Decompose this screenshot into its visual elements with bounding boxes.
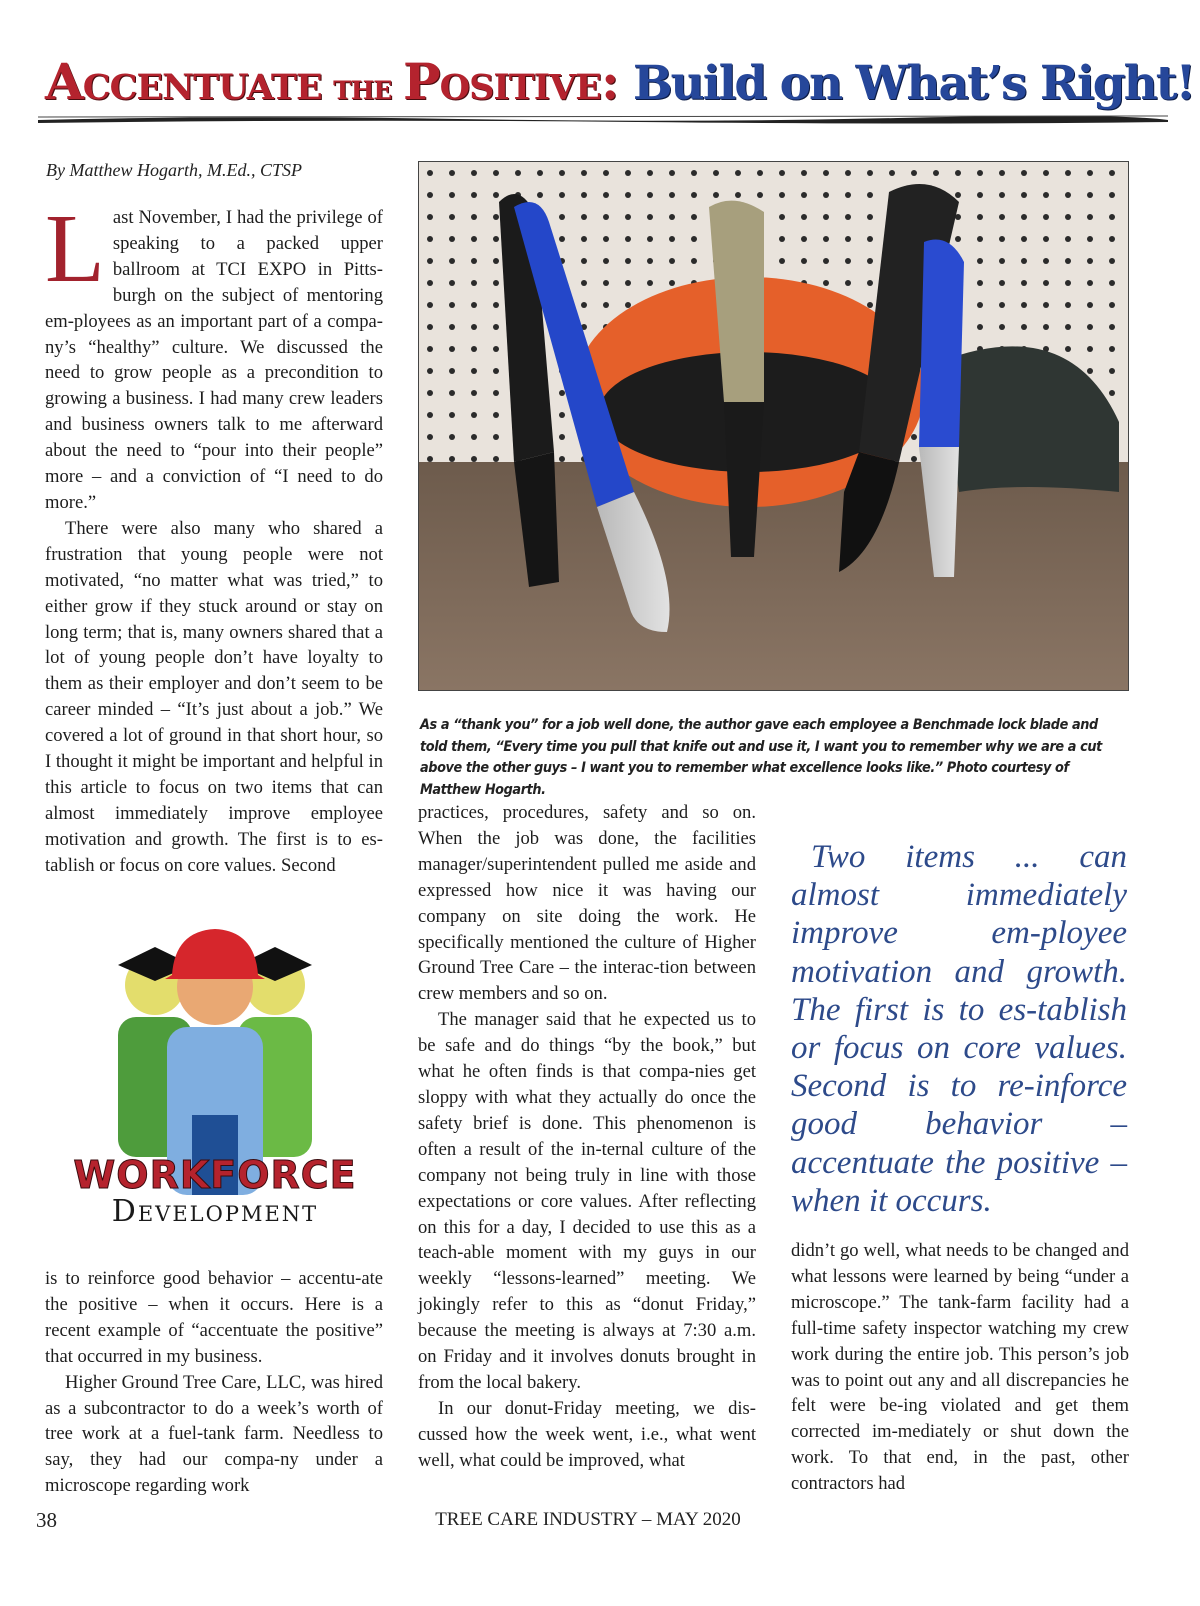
title-underline	[38, 112, 1168, 126]
paragraph-8: didn’t go well, what needs to be changed and what lessons were learned by being “under a microscope.” The tank-farm facility had a full-time safety inspector watching my crew work during the entire job. This person’s job was to point out any and all discrepancies he felt were be-ing violated and get them corrected im-mediately or shut down the work. To that end, in the past, other contractors had	[791, 1240, 1129, 1495]
page-number: 38	[36, 1508, 57, 1532]
paragraph-7: In our donut-Friday meeting, we dis-cussed how the week went, i.e., what went well, what could be improved, what	[418, 1397, 756, 1471]
pull-quote	[791, 838, 1127, 1220]
title-the: the	[321, 66, 403, 108]
paragraph-1: Last November, I had the privilege of speaking to a packed upper ballroom at TCI EXPO in Pitts-burgh on the subject of mentoring em-ployees as an important part of a compa-ny’s “healthy” culture. We discussed the need to grow people as a precondition to growing a business. I had many crew leaders and business owners talk to me afterward about the need to “pour into their people” more – and a conviction of “I need to do more.”	[45, 195, 383, 513]
column-1-top	[45, 195, 383, 879]
column-2	[418, 800, 756, 1474]
paragraph-6: The manager said that he expected us to be safe and do things “by the book,” but what he often finds is that compa-nies get sloppy with what they actually do once the safety brief is done. This phenomenon is often a result of the in-ternal culture of the company not being truly in line with those expectations or core values. After reflecting on this for a day, I decided to use this as a teach-able moment with my guys in our weekly “lessons-learned” meeting. We jokingly refer to this as “donut Friday,” because the meeting is always at 7:30 a.m. on Friday and it involves donuts brought in from the local bakery.	[418, 1009, 756, 1393]
title-accentuate: Accentuate	[45, 52, 322, 111]
paragraph-5: practices, procedures, safety and so on. When the job was done, the facilities manager/superintendent pulled me aside and expressed how nice it was having our company on site doing the work. He specifically mentioned the culture of Higher Ground Tree Care – the interac-tion between crew members and so on.	[418, 802, 756, 1005]
title-subtitle: Build on What’s Right!	[618, 56, 1195, 111]
logo-workforce-text: WORKFORCE	[73, 1153, 357, 1197]
photo-caption: As a “thank you” for a job well done, the author gave each employee a Benchmade lock blade and told them, “Every time you pull that knife out and use it, I want you to remember why we are a cut above the other guys – I want you to remember what excellence looks like.” Photo courtesy of Matthew Hogarth.	[420, 717, 1102, 798]
pull-quote-text: Two items ... can almost immediately improve em-ployee motivation and growth. The first is to es-tablish or focus on core values. Second is to re-inforce good behavior – accentuate the positive – when it occurs.	[791, 839, 1127, 1219]
publication-footer: TREE CARE INDUSTRY – MAY 2020	[435, 1509, 741, 1530]
column-3	[791, 1238, 1129, 1497]
knives-photo	[418, 161, 1129, 691]
paragraph-4: Higher Ground Tree Care, LLC, was hired as a subcontractor to do a week’s worth of tree work at a fuel-tank farm. Needless to say, they had our compa-ny under a microscope regarding work	[45, 1371, 383, 1497]
paragraph-3: is to reinforce good behavior – accentu-ate the positive – when it occurs. Here is a recent example of “accentuate the positive” that occurred in my business.	[45, 1268, 383, 1367]
byline: By Matthew Hogarth, M.Ed., CTSP	[46, 160, 302, 180]
paragraph-2: There were also many who shared a frustration that young people were not motivated, “no matter what was tried,” to either grow if they stuck around or stay on long term; that is, many owners shared that a lot of young people don’t have loyalty to them as their employer and don’t seem to be career minded – “It’s just about a job.” We covered a lot of ground in that short hour, so I thought it might be important and helpful in this article to focus on two items that can almost immediately improve employee motivation and growth. The first is to es-tablish or focus on core values. Second	[45, 517, 383, 876]
knives-photo-illustration	[419, 162, 1128, 690]
drop-cap: L	[45, 195, 105, 303]
column-1-bottom	[45, 1266, 383, 1499]
title-positive: Positive:	[403, 52, 619, 111]
logo-development-text: Development	[111, 1194, 319, 1229]
